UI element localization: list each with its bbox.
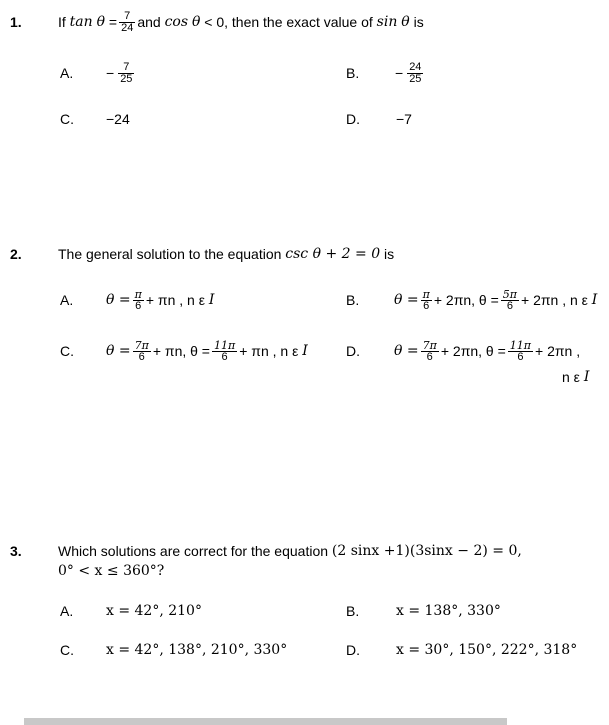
q2-option-c-mid: + πn, θ = — [152, 343, 210, 359]
question-1-number: 1. — [10, 14, 22, 30]
q3-option-a-letter[interactable]: A. — [60, 603, 74, 619]
q2-option-b-fraction-2 — [501, 289, 519, 312]
q2-option-a-den: 6 — [133, 300, 144, 312]
q2-option-c-rest: + πn , n ε — [239, 343, 299, 359]
q2-option-b-lhs: θ = — [394, 292, 419, 308]
q1-option-a-num: 7 — [123, 60, 130, 73]
q2-option-d-fraction-2 — [508, 340, 533, 363]
q1-stem-fraction — [119, 11, 135, 34]
q2-stem-expr: csc θ + 2 = 0 — [285, 246, 381, 262]
question-2-number: 2. — [10, 246, 22, 262]
q2-option-d-den2: 6 — [508, 351, 533, 363]
q1-stem-mid: and — [137, 14, 161, 30]
q2-option-d-set: I — [583, 369, 590, 385]
q3-stem-line1: Which solutions are correct for the equation — [58, 543, 329, 559]
q2-option-d-letter[interactable]: D. — [346, 343, 360, 359]
q3-stem-expr: (2 sinx +1)(3sinx − 2) = 0, — [331, 543, 522, 559]
q3-option-b-letter[interactable]: B. — [346, 603, 360, 619]
q1-stem-eq: = — [108, 14, 118, 30]
q2-option-d-line2-text: n ε — [562, 369, 580, 385]
q1-option-c-value[interactable]: −24 — [106, 111, 130, 127]
q2-option-b-fraction-1 — [421, 289, 432, 312]
q1-stem-fn: tan — [69, 14, 93, 30]
q1-option-b-fraction — [407, 62, 423, 85]
q2-option-d-lhs: θ = — [394, 343, 419, 359]
q1-option-a-sign: − — [106, 65, 115, 81]
q1-stem-var2: θ — [191, 14, 201, 30]
q2-stem-end: is — [384, 246, 395, 262]
q2-option-a-num: π — [134, 287, 142, 301]
q2-option-c-fraction-1 — [133, 340, 151, 363]
q2-option-b-num1: π — [422, 287, 430, 301]
q2-option-b-den1: 6 — [421, 300, 432, 312]
q2-option-c-set: I — [302, 343, 308, 359]
q2-option-c-num2: 11π — [214, 338, 236, 352]
q2-option-d-rest: + 2πn , — [535, 343, 581, 359]
q1-option-d-value[interactable]: −7 — [396, 111, 412, 127]
q3-option-d-value[interactable]: x = 30°, 150°, 222°, 318° — [396, 642, 578, 658]
q1-stem-end: is — [413, 14, 424, 30]
q3-option-c-value[interactable]: x = 42°, 138°, 210°, 330° — [106, 642, 288, 658]
q2-option-c-den2: 6 — [212, 351, 237, 363]
q1-option-a-letter[interactable]: A. — [60, 65, 74, 81]
q1-option-a-den: 25 — [120, 72, 133, 85]
q1-option-b[interactable] — [395, 57, 425, 89]
question-1-stem — [58, 6, 424, 38]
q2-option-c-lhs: θ = — [106, 343, 131, 359]
q2-option-b-num2: 5π — [502, 287, 518, 301]
q1-stem-fn2: cos — [164, 14, 189, 30]
q2-option-d-fraction-1 — [421, 340, 439, 363]
q2-option-d-den1: 6 — [421, 351, 439, 363]
horizontal-scrollbar[interactable] — [24, 718, 507, 725]
q2-option-b-set: I — [591, 292, 598, 308]
q2-option-a-lhs: θ = — [106, 292, 131, 308]
q3-option-c-letter[interactable]: C. — [60, 642, 74, 658]
q2-option-b-letter[interactable]: B. — [346, 292, 360, 308]
q2-option-a-rest: + πn , n ε — [145, 292, 205, 308]
q2-option-c-letter[interactable]: C. — [60, 343, 74, 359]
q2-option-b-rest: + 2πn , n ε — [521, 292, 588, 308]
q1-option-b-sign: − — [395, 65, 404, 81]
q1-option-b-num: 24 — [409, 60, 422, 73]
q2-option-a-letter[interactable]: A. — [60, 292, 74, 308]
q2-option-d[interactable] — [394, 335, 580, 367]
q1-option-b-den: 25 — [409, 72, 422, 85]
q1-option-c-letter[interactable]: C. — [60, 111, 74, 127]
q1-stem-var: θ — [96, 14, 105, 30]
q2-option-c-fraction-2 — [212, 340, 237, 363]
q2-option-b-mid: + 2πn, θ = — [433, 292, 499, 308]
q2-option-d-num2: 11π — [509, 338, 532, 352]
q2-option-d-num1: 7π — [422, 338, 437, 352]
q3-option-b-value[interactable]: x = 138°, 330° — [396, 603, 501, 619]
q1-stem-frac-num: 7 — [124, 9, 131, 22]
question-2-stem — [58, 246, 394, 262]
q2-option-a[interactable] — [106, 284, 214, 316]
q1-option-d-letter[interactable]: D. — [346, 111, 360, 127]
q1-option-b-letter[interactable]: B. — [346, 65, 360, 81]
question-3-number: 3. — [10, 543, 22, 559]
q2-option-d-mid: + 2πn, θ = — [440, 343, 506, 359]
q2-stem-before: The general solution to the equation — [58, 246, 282, 262]
q1-stem-var3: θ — [401, 14, 410, 30]
q1-stem-cond: < 0, then the exact value of — [204, 14, 373, 30]
q3-stem-line2: 0° < x ≤ 360°? — [58, 563, 165, 579]
q2-option-c[interactable] — [106, 335, 308, 367]
q3-option-d-letter[interactable]: D. — [346, 642, 360, 658]
q2-option-c-den1: 6 — [133, 351, 151, 363]
question-3-stem-line1 — [58, 543, 522, 559]
q2-option-b-den2: 6 — [501, 300, 519, 312]
q1-stem-fn3: sin — [376, 14, 398, 30]
q1-option-a[interactable] — [106, 57, 136, 89]
q3-option-a-value[interactable]: x = 42°, 210° — [106, 603, 202, 619]
q1-stem-before: If — [58, 14, 66, 30]
q2-option-b[interactable] — [394, 284, 597, 316]
q2-option-d-line2[interactable] — [562, 369, 589, 385]
q2-option-a-set: I — [208, 292, 215, 308]
q2-option-a-fraction — [133, 289, 144, 312]
q1-option-a-fraction — [118, 62, 134, 85]
q2-option-c-num1: 7π — [134, 338, 149, 352]
q1-stem-frac-den: 24 — [121, 21, 134, 34]
